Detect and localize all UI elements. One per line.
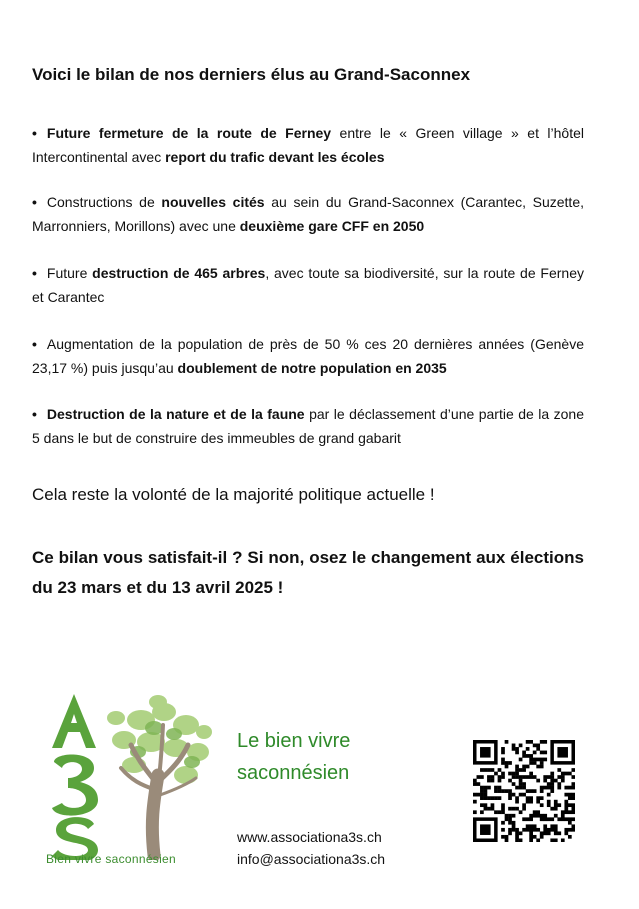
bullet-item [32, 261, 584, 309]
bullet-text [32, 125, 584, 165]
slogan-line: saconnésien [237, 762, 350, 784]
bullet-segment: , avec toute sa biodiversité, sur la route de Ferney et Carantec [32, 265, 584, 305]
logo-caption: Bien vivre saconnésien [46, 852, 177, 866]
bullet-dot: • [32, 336, 37, 352]
bullet-segment: au sein du Grand-Saconnex (Carantec, Suzette, Marronniers, Morillons) avec une [32, 194, 585, 234]
slogan [237, 725, 437, 789]
bullet-emphasis: Destruction de la nature et de la faune [46, 406, 305, 422]
bullet-emphasis: report du trafic devant les écoles [165, 149, 385, 165]
bullet-dot: • [32, 265, 37, 281]
bullet-item [32, 402, 584, 450]
slogan-line: Le bien vivre [237, 730, 351, 752]
qr-code-icon [473, 740, 575, 842]
website-link[interactable]: www.associationa3s.ch [237, 829, 382, 845]
call-to-action: Ce bilan vous satisfait-il ? Si non, osez le changement aux élections du 23 mars et du 13 avril 2025 ! [32, 548, 584, 597]
bullet-item [32, 121, 584, 169]
bullet-emphasis: deuxième gare CFF en 2050 [239, 218, 425, 234]
bullet-emphasis: Future fermeture de la route de Ferney [46, 125, 332, 141]
email-link[interactable]: info@associationa3s.ch [237, 851, 386, 867]
bullet-emphasis: nouvelles cités [161, 194, 265, 210]
page-title: Voici le bilan de nos derniers élus au Grand-Saconnex [32, 65, 471, 84]
bullet-text [32, 336, 584, 376]
contact-block [237, 826, 457, 870]
bullet-item [32, 190, 584, 238]
bullet-dot: • [32, 194, 37, 210]
bullet-segment: entre le « Green village » et l’hôtel Intercontinental avec [32, 125, 585, 165]
bullet-emphasis: destruction de 465 arbres [92, 265, 266, 281]
bullet-segment: Future [46, 265, 93, 281]
bullet-dot: • [32, 406, 37, 422]
bullet-text [32, 194, 584, 234]
a3s-tree-logo-icon [46, 690, 216, 870]
bullet-text [32, 265, 584, 305]
political-statement: Cela reste la volonté de la majorité politique actuelle ! [32, 485, 435, 504]
bullet-item [32, 332, 584, 380]
bullet-dot: • [32, 125, 37, 141]
bullet-segment: par le déclassement d’une partie de la zone 5 dans le but de construire des immeubles de grand gabarit [32, 406, 584, 446]
bullet-text [32, 406, 584, 446]
bullet-segment: Constructions de [46, 194, 162, 210]
bullet-emphasis: doublement de notre population en 2035 [177, 360, 447, 376]
bullet-segment: Augmentation de la population de près de 50 % ces 20 dernières années (Genève 23,17 %) puis jusqu’au [32, 336, 584, 376]
